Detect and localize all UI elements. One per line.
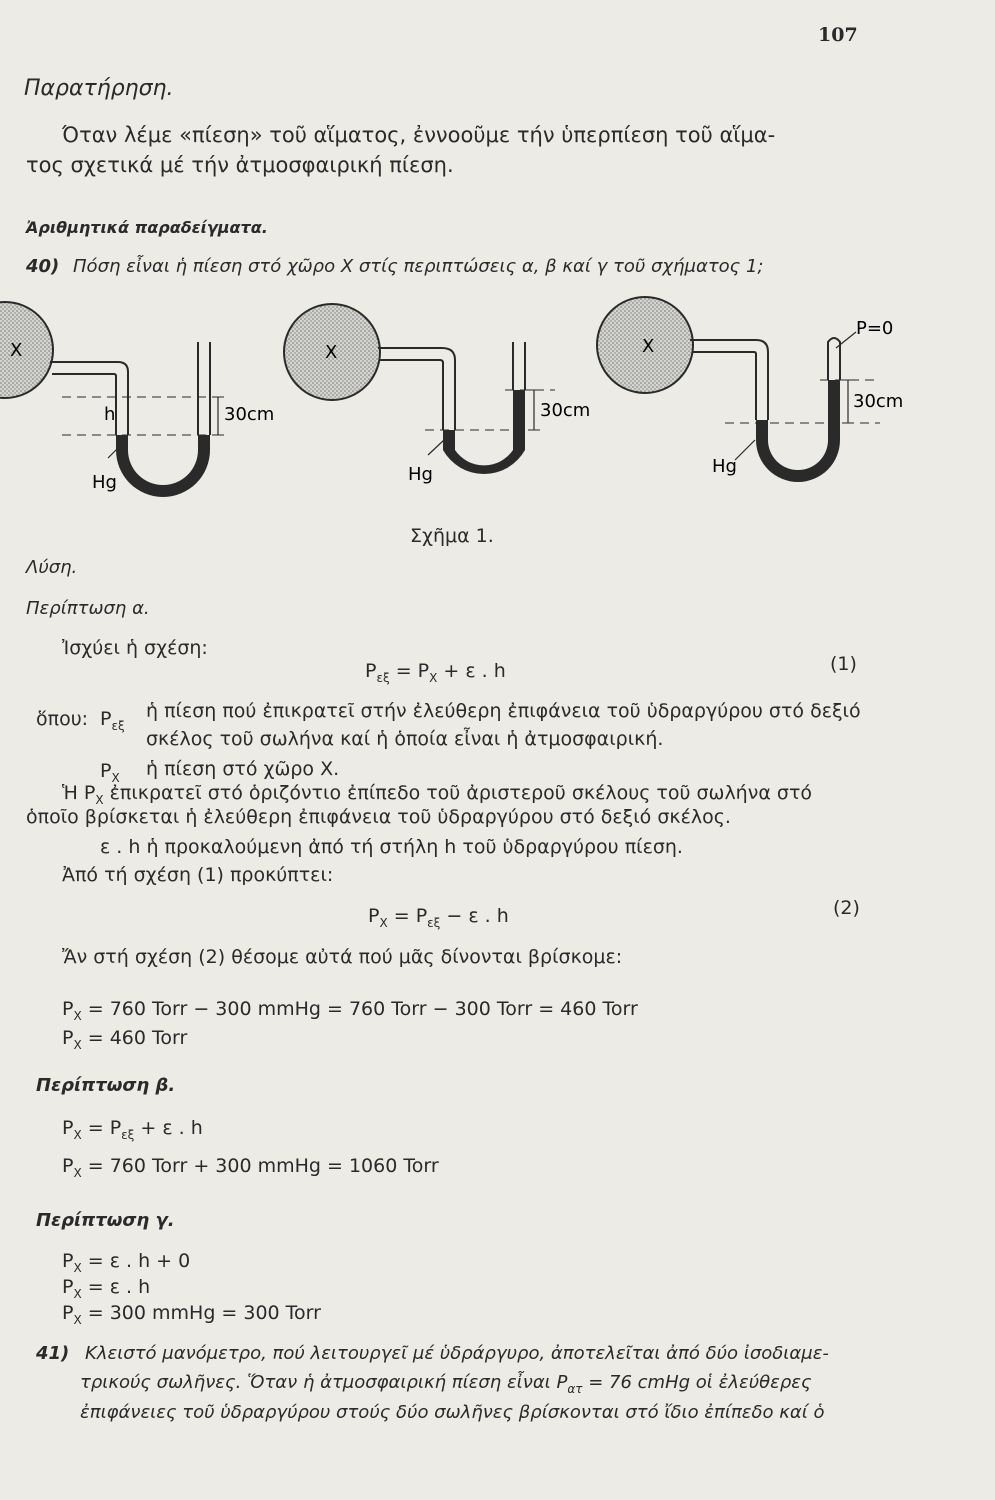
px-line-1: Ἡ $P_X$ ἐπικρατεῖ στό ὁριζόντιο ἐπίπεδο τοῦ ἀριστεροῦ σκέλους τοῦ σωλήνα στό <box>62 782 813 807</box>
case-a-result-1: $P_X = 760$ Torr − 300 mmHg = 760 Torr − 300 Torr = 460 Torr <box>62 998 638 1023</box>
problem-40 <box>26 256 763 277</box>
equation-2-number: (2) <box>833 897 860 919</box>
case-b-eq-2: $P_X = 760$ Torr + 300 mmHg = 1060 Torr <box>62 1155 439 1180</box>
manometer-c <box>597 297 903 482</box>
case-a-heading: Περίπτωση α. <box>26 598 150 619</box>
problem-41-line-2: τρικούς σωλῆνες. Ὅταν ἡ ἀτμοσφαιρική πίεση εἶναι $P_{\alpha\tau} = 76$ cmHg οἱ ἐλεύθερες <box>80 1372 812 1396</box>
manometer-a <box>0 302 274 497</box>
problem-41-number: 41) <box>36 1343 70 1364</box>
label-x-a: X <box>10 340 23 361</box>
label-x-b: X <box>325 342 338 363</box>
label-h-a: h <box>104 404 116 425</box>
problem-41-line-3: ἐπιφάνειες τοῦ ὑδραργύρου στούς δύο σωλῆνες βρίσκονται στό ἴδιο ἐπίπεδο καί ὁ <box>80 1402 825 1423</box>
case-c-heading: Περίπτωση γ. <box>36 1210 175 1231</box>
label-hg-a: Hg <box>92 472 117 493</box>
label-height-c: 30cm <box>853 391 904 412</box>
page-number: 107 <box>818 24 858 46</box>
where-label: ὅπου: <box>36 708 89 730</box>
case-b-eq-1: $P_X = P_{\varepsilon\xi} + \varepsilon$ . h <box>62 1117 203 1142</box>
manometer-figure <box>0 290 995 520</box>
mercury-a <box>116 435 210 497</box>
label-height-b: 30cm <box>540 400 591 421</box>
px-symbol: $P_X$ <box>100 760 120 785</box>
equation-2: $P_X = P_{\varepsilon\xi} - \varepsilon$ . h <box>368 905 509 930</box>
px-line-2: ὁποῖο βρίσκεται ἡ ἐλεύθερη ἐπιφάνεια τοῦ ὑδραργύρου στό δεξιό σκέλος. <box>26 806 731 828</box>
bulb-a <box>0 302 53 398</box>
case-c-eq-1: $P_X = \varepsilon$ . h + 0 <box>62 1250 191 1275</box>
pex-symbol: $P_{\varepsilon\xi}$ <box>100 708 125 733</box>
remark-line-2: τος σχετικά μέ τήν ἀτμοσφαιρική πίεση. <box>26 153 454 177</box>
from-equation: Ἀπό τή σχέση (1) προκύπτει: <box>62 864 334 886</box>
remark-heading: Παρατήρηση. <box>24 76 174 101</box>
case-a-result-2: $P_X = 460$ Torr <box>62 1027 188 1052</box>
eh-line: ε . h ἡ προκαλούμενη ἀπό τή στήλη h τοῦ ὑδραργύρου πίεση. <box>100 836 683 858</box>
pex-definition-2: σκέλος τοῦ σωλήνα καί ἡ ὁποία εἶναι ἡ ἀτμοσφαιρική. <box>146 728 664 750</box>
case-b-heading: Περίπτωση β. <box>36 1075 176 1096</box>
manometer-b <box>284 304 590 485</box>
case-c-eq-3: $P_X = 300$ mmHg = 300 Torr <box>62 1302 321 1327</box>
px-definition: ἡ πίεση στό χῶρο Χ. <box>146 758 340 780</box>
label-x-c: X <box>642 336 655 357</box>
equation-1: $P_{\varepsilon\xi} = P_X + \varepsilon$ . h <box>365 660 506 685</box>
remark-line-1: Όταν λέμε «πίεση» τοῦ αἵματος, ἐννοοῦμε τήν ὑπερπίεση τοῦ αἵμα- <box>62 123 776 147</box>
substitute-text: Ἄν στή σχέση (2) θέσομε αὐτά πού μᾶς δίνονται βρίσκομε: <box>62 946 623 968</box>
label-height-a: 30cm <box>224 404 275 425</box>
equation-1-number: (1) <box>830 653 857 675</box>
solution-heading: Λύση. <box>26 557 78 578</box>
holds-text: Ἰσχύει ἡ σχέση: <box>62 637 208 659</box>
problem-41-line-1: 41) Κλειστό μανόμετρο, πού λειτουργεῖ μέ ὑδράργυρο, ἀποτελεῖται ἀπό δύο ἰσοδιαμε- <box>36 1343 829 1364</box>
problem-40-number: 40) <box>26 256 60 277</box>
label-hg-c: Hg <box>712 456 737 477</box>
label-hg-b: Hg <box>408 464 433 485</box>
case-c-eq-2: $P_X = \varepsilon$ . h <box>62 1276 151 1301</box>
examples-heading: Ἀριθμητικά παραδείγματα. <box>26 218 268 237</box>
label-p0: P=0 <box>856 318 894 339</box>
problem-40-text: Πόση εἶναι ἡ πίεση στό χῶρο Χ στίς περιπτώσεις α, β καί γ τοῦ σχήματος 1; <box>73 256 764 277</box>
figure-caption: Σχῆμα 1. <box>410 525 494 547</box>
pex-definition-1: ἡ πίεση πού ἐπικρατεῖ στήν ἐλεύθερη ἐπιφάνεια τοῦ ὑδραργύρου στό δεξιό <box>146 700 861 722</box>
